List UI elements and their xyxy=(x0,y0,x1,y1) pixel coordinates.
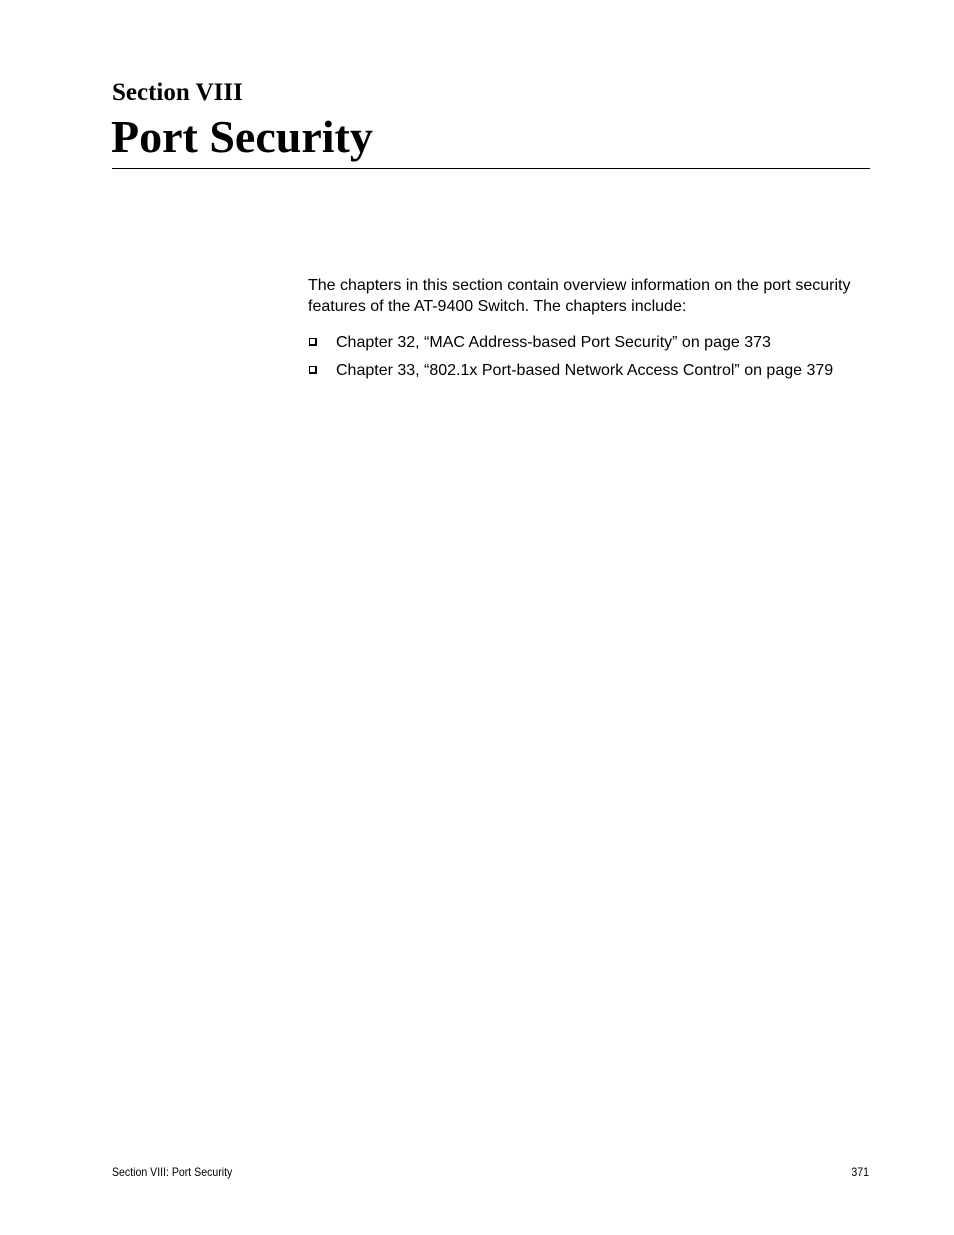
list-item xyxy=(308,360,888,381)
checkbox-bullet-icon xyxy=(309,366,317,374)
list-item xyxy=(308,332,888,353)
chapter-list xyxy=(308,332,888,388)
chapter-link-32[interactable]: Chapter 32, “MAC Address-based Port Security” on page 373 xyxy=(336,334,771,351)
intro-paragraph: The chapters in this section contain overview information on the port security features of the AT-9400 Switch. The chapters include: xyxy=(308,277,851,315)
title-divider xyxy=(112,168,870,169)
chapter-link-33[interactable]: Chapter 33, “802.1x Port-based Network Access Control” on page 379 xyxy=(336,362,834,379)
checkbox-bullet-icon xyxy=(309,338,317,346)
footer-page-number: 371 xyxy=(851,1165,869,1179)
page-title: Port Security xyxy=(111,111,373,162)
footer-section-name: Section VIII: Port Security xyxy=(112,1165,233,1179)
section-label: Section VIII xyxy=(112,79,243,106)
